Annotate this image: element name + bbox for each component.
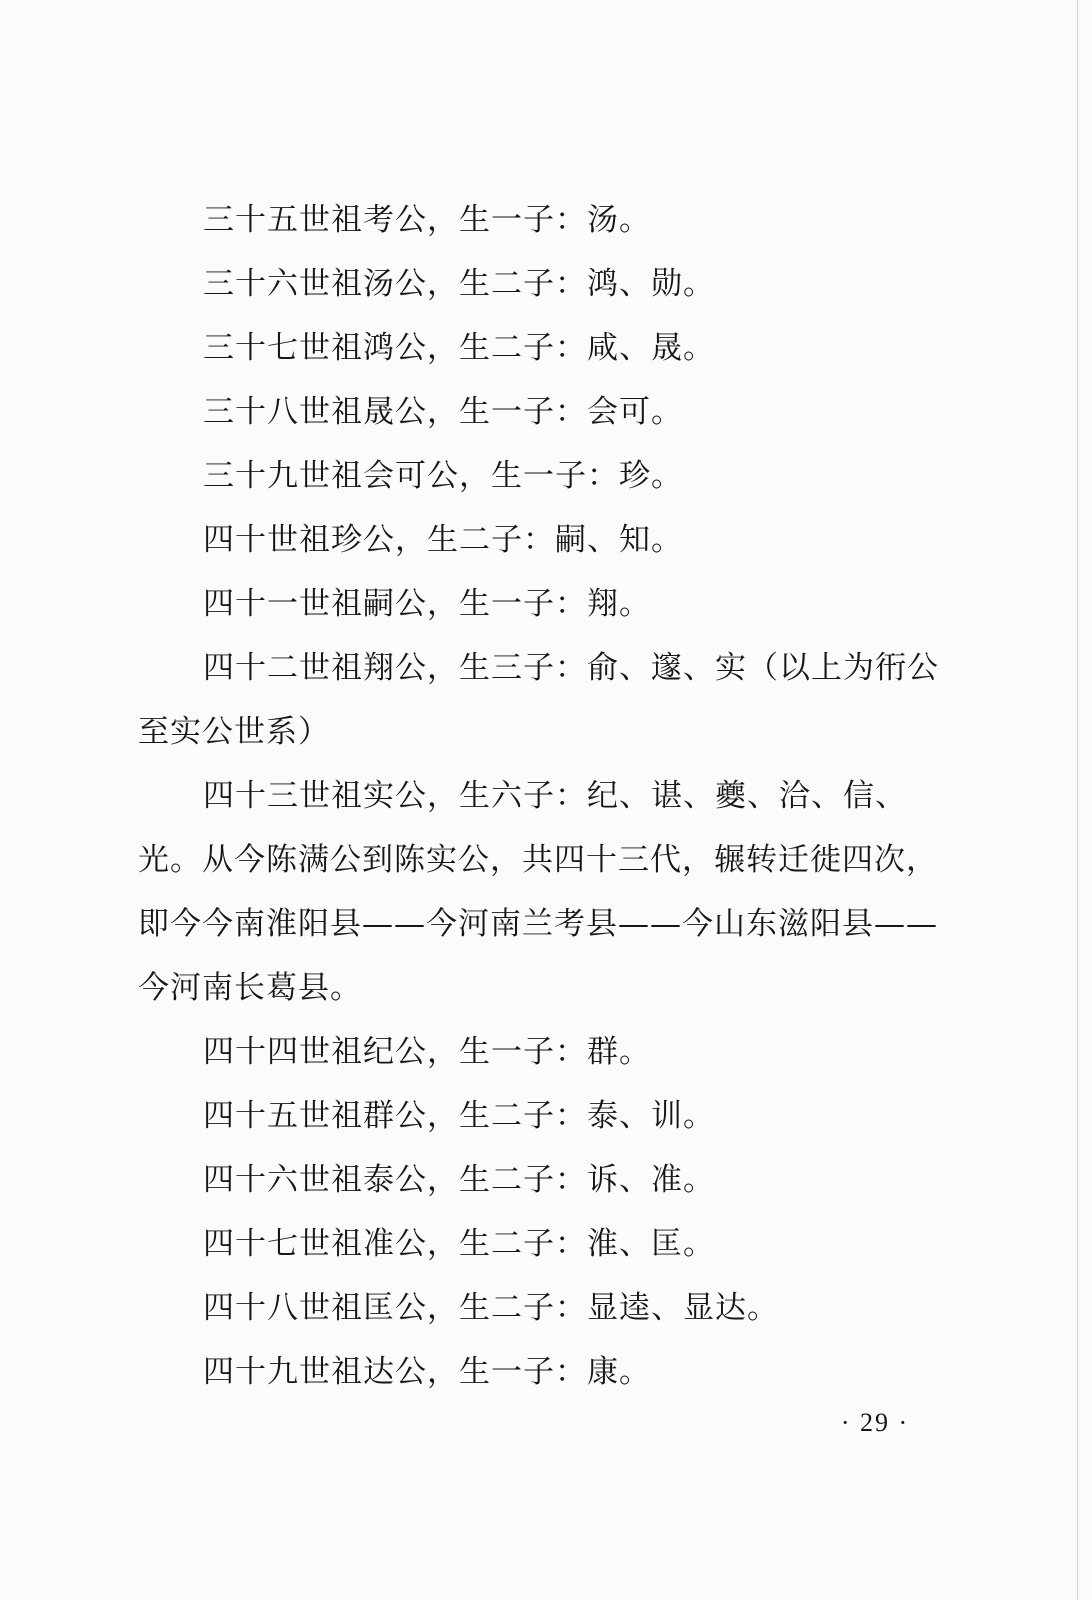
paragraph: 三十八世祖晟公，生一子：会可。 <box>203 394 683 430</box>
paragraph: 四十四世祖纪公，生一子：群。 <box>203 1034 651 1070</box>
paragraph: 三十五世祖考公，生一子：汤。 <box>203 202 651 238</box>
paragraph: 四十九世祖达公，生一子：康。 <box>203 1354 651 1390</box>
page-edge-line <box>1077 0 1078 1600</box>
paragraph: 三十九世祖会可公，生一子：珍。 <box>203 458 683 494</box>
paragraph: 四十八世祖匡公，生二子：显逵、显达。 <box>203 1290 779 1326</box>
genealogy-text <box>138 188 964 1404</box>
paragraph: 四十三世祖实公，生六子：纪、谌、夔、洽、信、光。从今陈满公到陈实公，共四十三代，辗转迁徙四次，即今今南淮阳县——今河南兰考县——今山东滋阳县——今河南长葛县。 <box>138 778 938 1006</box>
paragraph: 四十五世祖群公，生二子：泰、训。 <box>203 1098 715 1134</box>
page-number: · 29 · <box>840 1408 910 1437</box>
paragraph: 三十七世祖鸿公，生二子：咸、晟。 <box>203 330 715 366</box>
paragraph: 四十七世祖准公，生二子：淮、匡。 <box>203 1226 715 1262</box>
paragraph: 四十世祖珍公，生二子：嗣、知。 <box>203 522 683 558</box>
paragraph: 四十一世祖嗣公，生一子：翔。 <box>203 586 651 622</box>
paragraph: 三十六世祖汤公，生二子：鸿、勋。 <box>203 266 715 302</box>
paragraph: 四十二世祖翔公，生三子：俞、邃、实（以上为衎公至实公世系） <box>138 650 939 750</box>
paragraph: 四十六世祖泰公，生二子：诉、准。 <box>203 1162 715 1198</box>
